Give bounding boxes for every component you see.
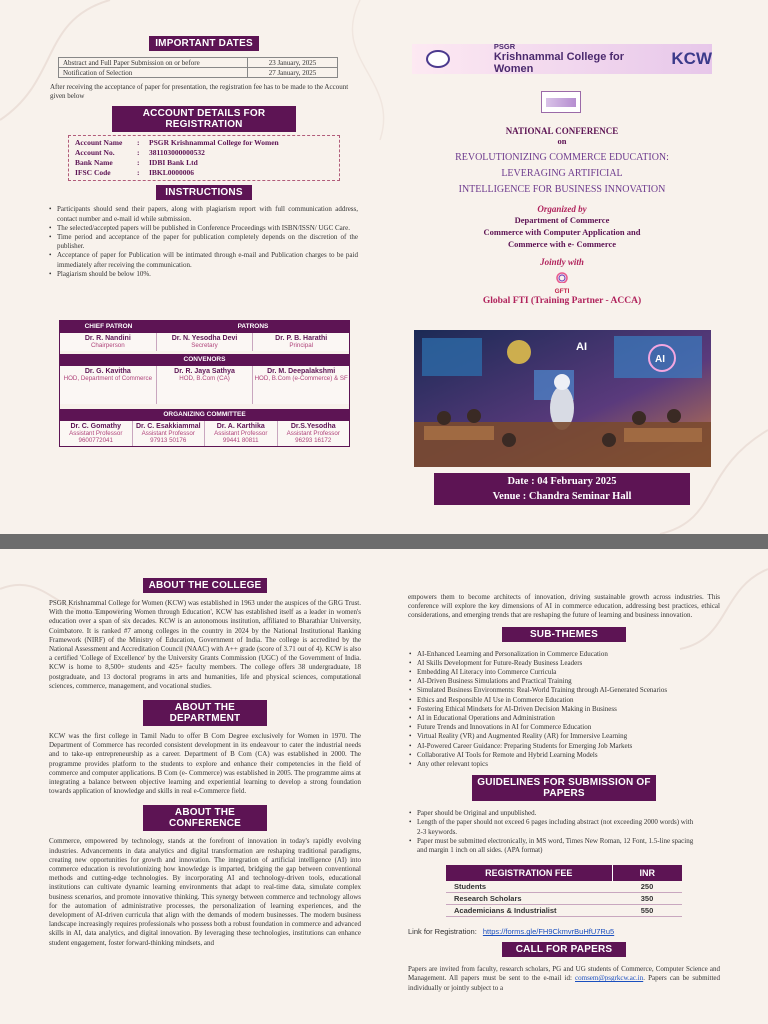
conference-title-line: LEVERAGING ARTIFICIAL: [501, 168, 623, 179]
call-for-papers-text: Papers are invited from faculty, research scholars, PG and UG students of Commerce, Computer Science and Management. All papers must be sent to the e-mail id: comsem@psgrkcw.ac.in. Papers can be submitted individually or jointly subject to a: [408, 965, 721, 992]
table-row: Students 250: [446, 881, 682, 893]
convenors-heading: CONVENORS: [60, 354, 349, 366]
list-item: • Any other relevant topics: [408, 760, 720, 769]
kcw-logo: KCW: [671, 49, 712, 68]
patron-cell: Dr. N. Yesodha Devi Secretary: [156, 333, 253, 351]
college-name: Krishnammal College for Women: [493, 51, 625, 75]
convenor-cell: Dr. M. Deepalakshmi HOD, B.Com (e-Commerce) & SF: [252, 366, 349, 404]
organizing-committee-heading: ORGANIZING COMMITTEE: [60, 409, 349, 421]
list-item: • Plagiarism should be below 10%.: [48, 270, 358, 279]
list-item: • AI-Enhanced Learning and Personalization in Commerce Education: [408, 650, 720, 659]
list-item: • Length of the paper should not exceed 6 pages including abstract (not exceeding 2000 words) with 2-3 keywords.: [408, 818, 698, 836]
gfti-label: GFTI: [554, 288, 570, 295]
committee-cell: Dr. A. Karthika Assistant Professor 99441 80811: [204, 421, 277, 446]
left-column: [48, 36, 360, 279]
convenor-cell: Dr. G. Kavitha HOD, Department of Commerce: [63, 368, 153, 382]
cece-logo: [541, 91, 581, 113]
registration-fee-table: [446, 865, 682, 917]
about-conference-heading: ABOUT THE CONFERENCE: [143, 805, 267, 831]
list-item: • Paper should be Original and unpublished.: [408, 809, 698, 818]
table-row: Notification of Selection 27 January, 2025: [59, 68, 338, 78]
registration-link[interactable]: https://forms.gle/FH9CkmvrBuHfU7Ru5: [482, 927, 615, 937]
conference-title-line: REVOLUTIONIZING COMMERCE EDUCATION:: [455, 152, 669, 163]
about-college-text: PSGR Krishnammal College for Women (KCW) was established in 1963 under the auspices of the GRG Trust. With the motto 'Empowering Women through Education', KCW has established itself as a leader in women's education over a span of six decades. KCW is an autonomous institution, affiliated to Bharathiar University, Coimbatore. It is ranked #7 among colleges in the country in 2024 by the National Institutional Ranking Framework (NIRF) of the Ministry of Education, Government of India. The college is accredited by the National Assessment and Accreditation Council (NAAC) with A++ grade (score of 3.71 out of 4). KCW is also a certified 'College of Excellence' by the University Grants Commission (UGC) of the Government of India. KCW is home to 8,500+ students and 425+ faculty members. The college offers 38 undergraduate, 18 postgraduate, and 13 doctoral programs in arts and humanities, life and physical sciences, computational sciences, commerce, management, and vocational studies.: [49, 599, 361, 690]
important-dates-table: [58, 57, 338, 78]
account-row: Account Name : PSGR Krishnammal College for Women: [75, 138, 279, 148]
table-row: Academicians & Industrialist 550: [446, 905, 682, 917]
list-item: • Future Trends and Innovations in AI for Commerce Education: [408, 723, 720, 732]
committee-cell: Dr. C. Esakkiammal Assistant Professor 97913 50176: [132, 421, 205, 446]
conference-title-block: NATIONAL CONFERENCE on REVOLUTIONIZING COMMERCE EDUCATION: LEVERAGING ARTIFICIAL INTELLIGENCE FOR BUSINESS INNOVATION Organized by Department of Commerce Commerce with Computer Application and Commerce with e- Commerce Jointly with GFTI Global FTI (Training Partner - ACCA): [412, 126, 712, 306]
list-item: • Time period and acceptance of the paper for publication completely depends on the discretion of the publisher.: [48, 233, 358, 251]
list-item: • Simulated Business Environments: Real-World Training through AI-Generated Scenarios: [408, 686, 720, 695]
patrons-table: [59, 320, 350, 447]
call-for-papers-heading: CALL FOR PAPERS: [502, 942, 626, 957]
patron-cell: Dr. P. B. Harathi Principal: [252, 333, 349, 351]
account-row: Bank Name : IDBI Bank Ltd: [75, 158, 198, 168]
conference-type: NATIONAL CONFERENCE: [505, 126, 619, 136]
account-row: IFSC Code : IBKL0000006: [75, 168, 195, 178]
psgr-label: PSGR: [493, 42, 516, 51]
event-date: Date : 04 February 2025: [507, 476, 617, 487]
jointly-with-label: Jointly with: [540, 257, 584, 267]
left-column-info: [49, 578, 361, 948]
table-row: Abstract and Full Paper Submission on or before 23 January, 2025: [59, 58, 338, 68]
list-item: • AI-Driven Business Simulations and Practical Training: [408, 677, 720, 686]
patron-cell: Dr. R. Nandini Chairperson: [84, 335, 131, 349]
committee-cell: Dr.S.Yesodha Assistant Professor 96293 16172: [277, 421, 350, 446]
right-column-info: [408, 593, 720, 993]
svg-text:AI: AI: [655, 354, 665, 365]
table-row: Research Scholars 350: [446, 893, 682, 905]
instructions-heading: INSTRUCTIONS: [156, 185, 252, 200]
account-details-box: [68, 135, 340, 181]
account-details-heading: ACCOUNT DETAILS FOR REGISTRATION: [112, 106, 296, 132]
college-logo: [426, 50, 450, 68]
svg-text:AI: AI: [576, 341, 587, 353]
important-dates-heading: IMPORTANT DATES: [149, 36, 259, 51]
conference-title-line: INTELLIGENCE FOR BUSINESS INNOVATION: [458, 184, 666, 195]
list-item: • The selected/accepted papers will be published in Conference Proceedings with ISBN/ISSN/ UGC Care.: [48, 224, 358, 233]
instructions-list: [48, 205, 360, 279]
registration-link-row: [408, 927, 720, 936]
chief-patron-heading: CHIEF PATRON: [60, 321, 157, 333]
subthemes-heading: SUB-THEMES: [502, 627, 626, 642]
committee-cell: Dr. C. Gomathy Assistant Professor 9600772041: [69, 423, 123, 444]
about-department-heading: ABOUT THE DEPARTMENT: [143, 700, 267, 726]
currency-heading: INR: [612, 865, 682, 881]
event-venue: Venue : Chandra Seminar Hall: [492, 491, 632, 502]
payment-note: After receiving the acceptance of paper for presentation, the registration fee has to be made to the Account given below: [50, 83, 349, 101]
list-item: • Paper must be submitted electronically, in MS word, Times New Roman, 12 Font, 1.5-line spacing and margin 1 inch on all sides. (APA format): [408, 837, 698, 855]
gfti-logo-icon: [552, 269, 572, 283]
subthemes-list: [408, 650, 720, 770]
list-item: • Collaborative AI Tools for Remote and Hybrid Learning Models: [408, 751, 720, 760]
list-item: • Fostering Ethical Mindsets for AI-Driven Decision Making in Business: [408, 705, 720, 714]
list-item: • AI Skills Development for Future-Ready Business Leaders: [408, 659, 720, 668]
brochure-page-back: [0, 549, 768, 1024]
list-item: • Embedding AI Literacy into Commerce Curricula: [408, 668, 720, 677]
about-conference-text: Commerce, empowered by technology, stands at the forefront of innovation in today's rapidly evolving industries. Advancements in data analytics and digital transformation are reshaping traditional paradigms, creating new opportunities for growth and innovation. The integration of artificial intelligence (AI) into commerce education is revolutionizing how knowledge is imparted, bridging the gap between conventional methods and cutting-edge technologies. By incorporating AI and technology-driven tools, educational institutions can cultivate dynamic learning environments that adapt to real-time data, simulate complex business scenarios, and promote innovative thinking. This synergy between commerce and technology allows for the automation of administrative processes, the personalization of learning experiences, and the development of AI-driven curricula that align with the demands of modern businesses. The modern business landscape increasingly requires professionals who possess both a robust foundation in commerce and advanced skills in AI, data analytics, and digital innovation. By leveraging these technologies, institutions can enhance student engagement, foster forward-thinking mindsets, and: [49, 837, 361, 947]
list-item: • AI-Powered Career Guidance: Preparing Students for Emerging Job Markets: [408, 742, 720, 751]
account-row: Account No. : 381103000000532: [75, 148, 205, 158]
guidelines-list: [408, 809, 698, 855]
about-college-heading: ABOUT THE COLLEGE: [143, 578, 267, 593]
about-conference-continued: empowers them to become architects of innovation, driving sustainable growth across industries. This conference will explore the key dimensions of AI in commerce education, addressing best practices, ethical considerations, and emerging trends that are reshaping the future of learning and business innovation.: [408, 593, 720, 620]
list-item: • Acceptance of paper for Publication will be intimated through e-mail and Publication charges to be paid immediately after receiving the communication.: [48, 251, 358, 269]
submission-email-link[interactable]: comsem@psgrkcw.ac.in: [575, 974, 644, 983]
about-department-text: KCW was the first college in Tamil Nadu to offer B Com Degree exclusively for Women in 1970. The Department of Commerce has recorded consistent development in its endeavour to cater the industrial needs and to take-up entrepreneurship as a career. Department of B Com (CA) was established in 2000. The programme provides platform to the students to explore and enhance their competencies in the field of commerce and computer applications. B Com (e- Commerce) was established in 2005. The programme aims at integrating a balance between objective learning and experiential learning to develop a strong foundation towards application of knowledge and skills in real e-Commerce field.: [49, 732, 361, 796]
list-item: • AI in Educational Operations and Administration: [408, 714, 720, 723]
college-banner: [412, 44, 712, 74]
training-partner: Global FTI (Training Partner - ACCA): [482, 296, 642, 306]
ai-classroom-illustration: [414, 330, 711, 467]
convenor-cell: Dr. R. Jaya Sathya HOD, B.Com (CA): [156, 366, 253, 404]
fee-heading: REGISTRATION FEE: [446, 865, 612, 881]
organized-by-label: Organized by: [537, 204, 587, 214]
list-item: • Virtual Reality (VR) and Augmented Reality (AR) for Immersive Learning: [408, 732, 720, 741]
patrons-heading: PATRONS: [157, 321, 349, 333]
date-venue-box: [434, 473, 690, 505]
registration-link-label: Link for Registration:: [408, 927, 477, 937]
list-item: • Participants should send their papers, along with plagiarism report with full communication address, contact number and e-mail id while submission.: [48, 205, 358, 223]
guidelines-heading: GUIDELINES FOR SUBMISSION OF PAPERS: [472, 775, 656, 801]
list-item: • Ethics and Responsible AI Use in Commerce Education: [408, 696, 720, 705]
